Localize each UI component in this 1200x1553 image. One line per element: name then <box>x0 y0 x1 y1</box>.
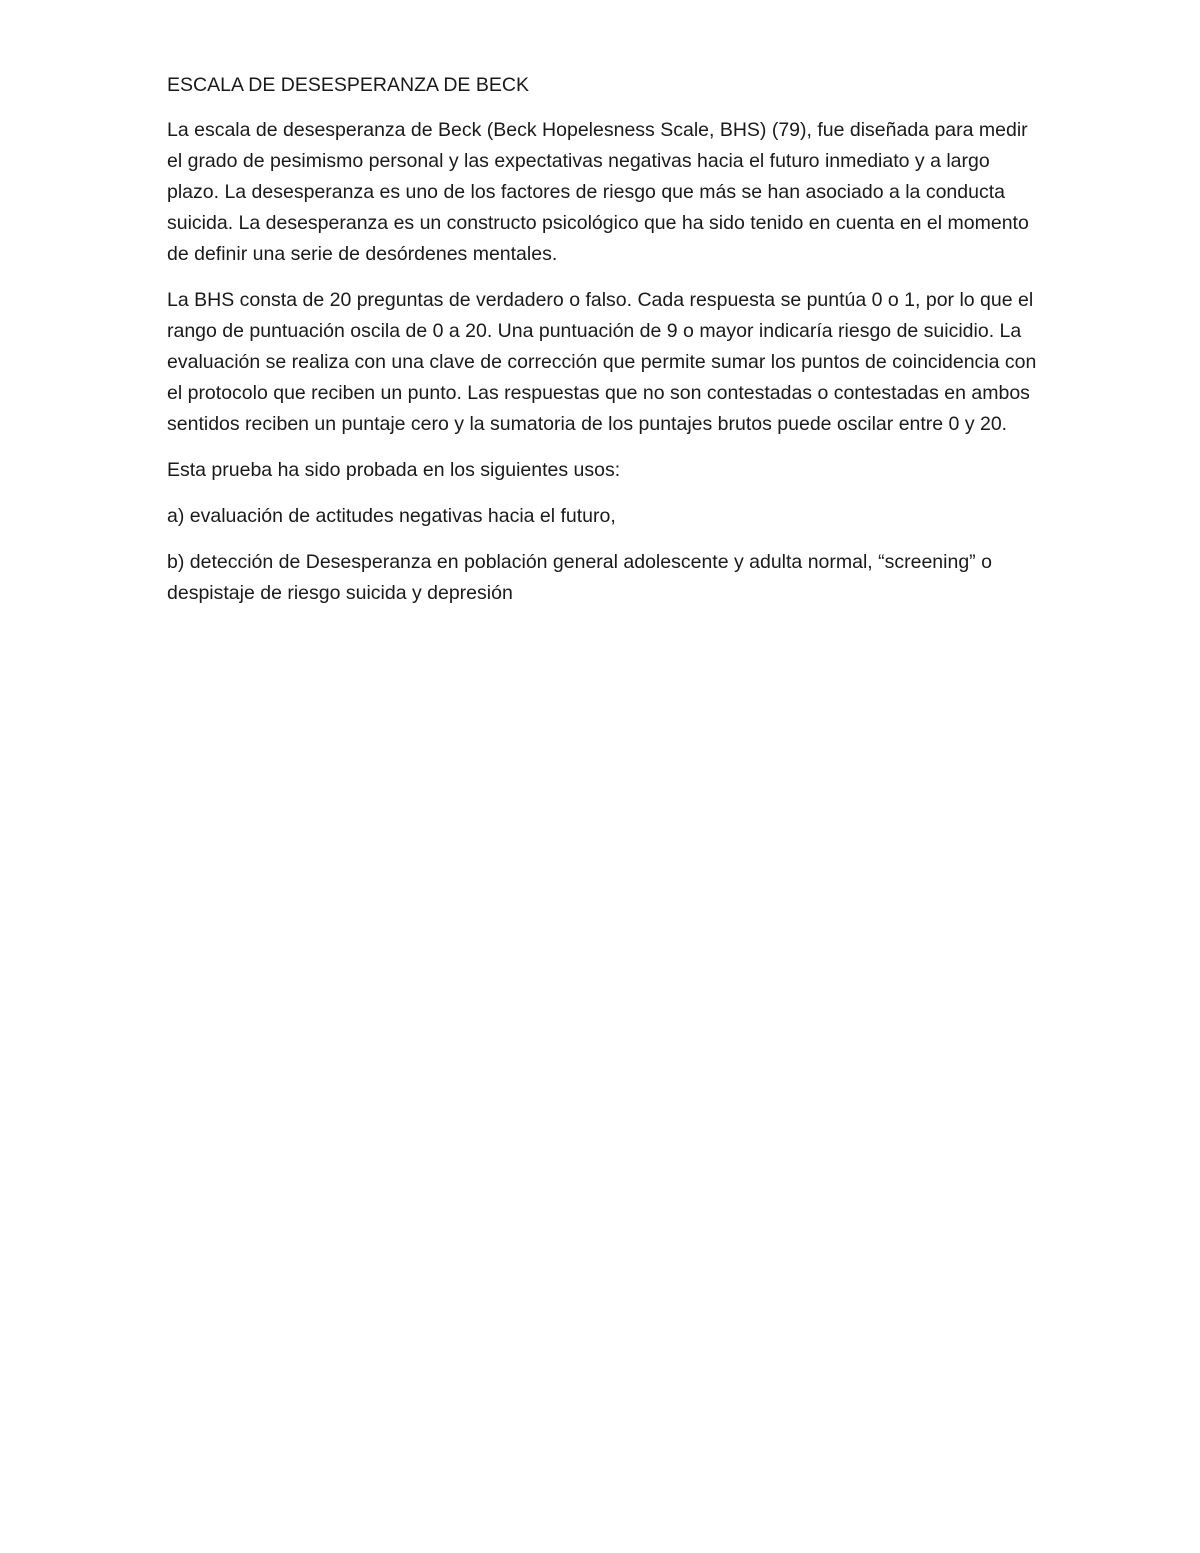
document-title: ESCALA DE DESESPERANZA DE BECK <box>167 74 529 96</box>
paragraph-uses-intro: Esta prueba ha sido probada en los siguientes usos: <box>167 459 621 481</box>
list-item-use-a: a) evaluación de actitudes negativas hacia el futuro, <box>167 505 616 527</box>
document-body <box>167 70 1047 624</box>
paragraph-intro: La escala de desesperanza de Beck (Beck Hopelesness Scale, BHS) (79), fue diseñada para medir el grado de pesimismo personal y las expectativas negativas hacia el futuro inmediato y a largo plazo. La desesperanza es uno de los factores de riesgo que más se han asociado a la conducta suicida. La desesperanza es un constructo psicológico que ha sido tenido en cuenta en el momento de definir una serie de desórdenes mentales. <box>167 119 1029 265</box>
list-item-use-b: b) detección de Desesperanza en población general adolescente y adulta normal, “screening” o despistaje de riesgo suicida y depresión <box>167 551 992 604</box>
paragraph-scoring: La BHS consta de 20 preguntas de verdadero o falso. Cada respuesta se puntúa 0 o 1, por lo que el rango de puntuación oscila de 0 a 20. Una puntuación de 9 o mayor indicaría riesgo de suicidio. La evaluación se realiza con una clave de corrección que permite sumar los puntos de coincidencia con el protocolo que reciben un punto. Las respuestas que no son contestadas o contestadas en ambos sentidos reciben un puntaje cero y la sumatoria de los puntajes brutos puede oscilar entre 0 y 20. <box>167 289 1037 435</box>
